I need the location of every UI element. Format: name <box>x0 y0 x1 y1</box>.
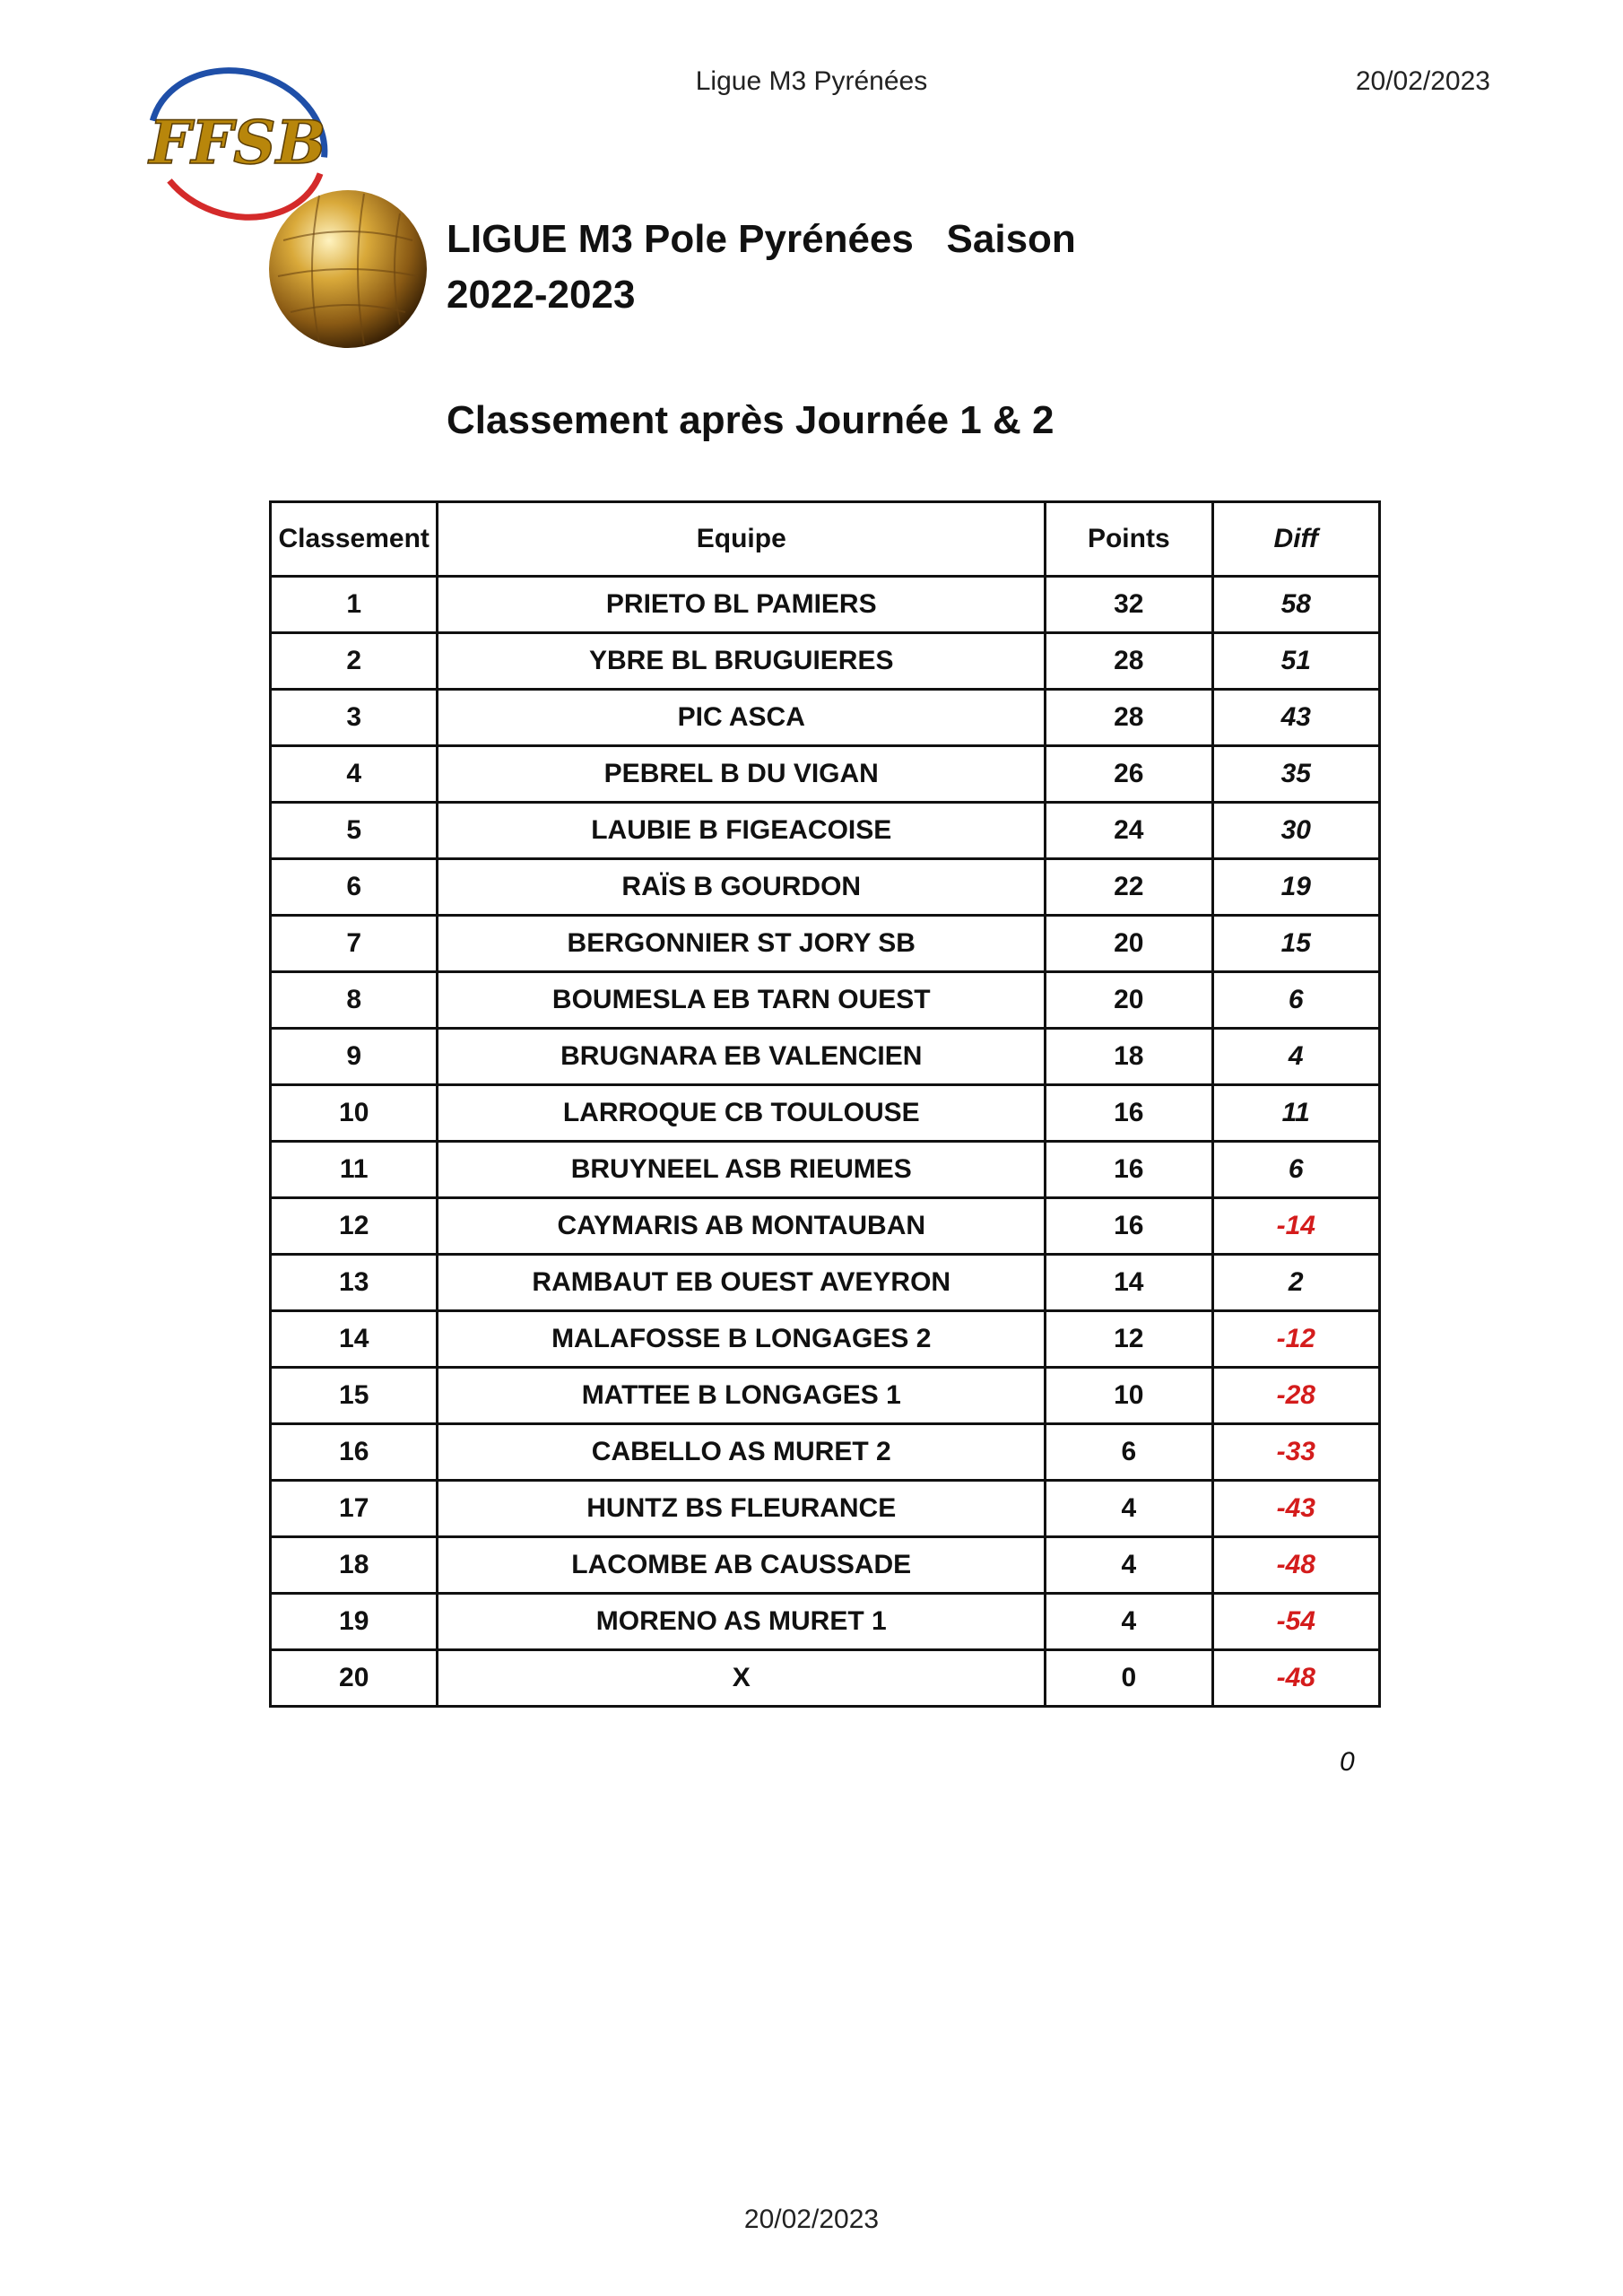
title-line-1: LIGUE M3 Pole Pyrénées Saison <box>447 217 1076 261</box>
cell-rank: 10 <box>271 1085 438 1142</box>
cell-team: MORENO AS MURET 1 <box>438 1594 1046 1650</box>
cell-team: PEBREL B DU VIGAN <box>438 746 1046 803</box>
cell-diff: -33 <box>1212 1424 1379 1481</box>
cell-team: LAUBIE B FIGEACOISE <box>438 803 1046 859</box>
cell-rank: 14 <box>271 1311 438 1368</box>
cell-points: 24 <box>1046 803 1212 859</box>
table-row <box>271 633 1380 690</box>
cell-diff: 19 <box>1212 859 1379 916</box>
cell-rank: 11 <box>271 1142 438 1198</box>
cell-points: 20 <box>1046 916 1212 972</box>
cell-diff: 30 <box>1212 803 1379 859</box>
cell-team: RAÏS B GOURDON <box>438 859 1046 916</box>
header-points: Points <box>1046 502 1212 577</box>
cell-team: BRUGNARA EB VALENCIEN <box>438 1029 1046 1085</box>
cell-points: 4 <box>1046 1481 1212 1537</box>
header-diff: Diff <box>1212 502 1379 577</box>
cell-rank: 17 <box>271 1481 438 1537</box>
table-row <box>271 577 1380 633</box>
cell-team: MATTEE B LONGAGES 1 <box>438 1368 1046 1424</box>
table-row <box>271 1311 1380 1368</box>
cell-team: BERGONNIER ST JORY SB <box>438 916 1046 972</box>
petanque-ball-icon <box>265 187 430 352</box>
cell-diff: 2 <box>1212 1255 1379 1311</box>
cell-team: CABELLO AS MURET 2 <box>438 1424 1046 1481</box>
cell-rank: 2 <box>271 633 438 690</box>
page-subtitle: Classement après Journée 1 & 2 <box>447 398 1055 442</box>
cell-team: CAYMARIS AB MONTAUBAN <box>438 1198 1046 1255</box>
cell-points: 4 <box>1046 1537 1212 1594</box>
cell-diff: 43 <box>1212 690 1379 746</box>
cell-rank: 5 <box>271 803 438 859</box>
cell-diff: -48 <box>1212 1650 1379 1707</box>
cell-points: 22 <box>1046 859 1212 916</box>
cell-rank: 4 <box>271 746 438 803</box>
table-row <box>271 1481 1380 1537</box>
cell-points: 10 <box>1046 1368 1212 1424</box>
cell-diff: -43 <box>1212 1481 1379 1537</box>
table-row <box>271 803 1380 859</box>
cell-team: MALAFOSSE B LONGAGES 2 <box>438 1311 1046 1368</box>
cell-points: 28 <box>1046 690 1212 746</box>
table-row <box>271 1537 1380 1594</box>
table-row <box>271 972 1380 1029</box>
cell-team: X <box>438 1650 1046 1707</box>
header-rank: Classement <box>271 502 438 577</box>
table-row <box>271 1424 1380 1481</box>
cell-rank: 1 <box>271 577 438 633</box>
cell-team: HUNTZ BS FLEURANCE <box>438 1481 1046 1537</box>
cell-rank: 9 <box>271 1029 438 1085</box>
cell-points: 32 <box>1046 577 1212 633</box>
cell-diff: -28 <box>1212 1368 1379 1424</box>
cell-rank: 18 <box>271 1537 438 1594</box>
cell-team: YBRE BL BRUGUIERES <box>438 633 1046 690</box>
logo-lettering: FFSB <box>149 108 326 178</box>
header-date: 20/02/2023 <box>1355 66 1490 96</box>
header-team: Equipe <box>438 502 1046 577</box>
cell-team: LARROQUE CB TOULOUSE <box>438 1085 1046 1142</box>
cell-points: 16 <box>1046 1198 1212 1255</box>
table-header-row <box>271 502 1380 577</box>
cell-team: PIC ASCA <box>438 690 1046 746</box>
cell-points: 16 <box>1046 1085 1212 1142</box>
cell-rank: 12 <box>271 1198 438 1255</box>
cell-rank: 13 <box>271 1255 438 1311</box>
table-row <box>271 916 1380 972</box>
cell-team: PRIETO BL PAMIERS <box>438 577 1046 633</box>
cell-rank: 20 <box>271 1650 438 1707</box>
cell-diff: 4 <box>1212 1029 1379 1085</box>
cell-rank: 16 <box>271 1424 438 1481</box>
table-row <box>271 1142 1380 1198</box>
cell-diff: -54 <box>1212 1594 1379 1650</box>
cell-rank: 19 <box>271 1594 438 1650</box>
table-row <box>271 1650 1380 1707</box>
header-title: Ligue M3 Pyrénées <box>695 66 928 96</box>
cell-team: LACOMBE AB CAUSSADE <box>438 1537 1046 1594</box>
table-row <box>271 1594 1380 1650</box>
cell-team: BOUMESLA EB TARN OUEST <box>438 972 1046 1029</box>
table-row <box>271 1085 1380 1142</box>
cell-points: 0 <box>1046 1650 1212 1707</box>
cell-rank: 7 <box>271 916 438 972</box>
trailing-value: 0 <box>1340 1747 1355 1777</box>
cell-points: 12 <box>1046 1311 1212 1368</box>
cell-team: RAMBAUT EB OUEST AVEYRON <box>438 1255 1046 1311</box>
footer-date: 20/02/2023 <box>743 2205 880 2234</box>
cell-diff: 51 <box>1212 633 1379 690</box>
title-line-2: 2022-2023 <box>447 273 636 317</box>
cell-points: 26 <box>1046 746 1212 803</box>
cell-points: 4 <box>1046 1594 1212 1650</box>
cell-diff: 6 <box>1212 972 1379 1029</box>
cell-rank: 8 <box>271 972 438 1029</box>
cell-diff: -12 <box>1212 1311 1379 1368</box>
cell-diff: 11 <box>1212 1085 1379 1142</box>
cell-diff: 6 <box>1212 1142 1379 1198</box>
table-row <box>271 690 1380 746</box>
cell-rank: 15 <box>271 1368 438 1424</box>
table-row <box>271 859 1380 916</box>
cell-points: 14 <box>1046 1255 1212 1311</box>
cell-diff: -14 <box>1212 1198 1379 1255</box>
table-row <box>271 1255 1380 1311</box>
cell-points: 28 <box>1046 633 1212 690</box>
ranking-table <box>269 500 1381 1708</box>
cell-points: 20 <box>1046 972 1212 1029</box>
cell-rank: 3 <box>271 690 438 746</box>
cell-points: 18 <box>1046 1029 1212 1085</box>
cell-diff: 15 <box>1212 916 1379 972</box>
cell-team: BRUYNEEL ASB RIEUMES <box>438 1142 1046 1198</box>
cell-points: 6 <box>1046 1424 1212 1481</box>
cell-diff: 35 <box>1212 746 1379 803</box>
page-title <box>447 212 1076 323</box>
table-row <box>271 1198 1380 1255</box>
table-row <box>271 746 1380 803</box>
cell-diff: -48 <box>1212 1537 1379 1594</box>
ranking-table-body <box>271 577 1380 1707</box>
table-row <box>271 1029 1380 1085</box>
cell-points: 16 <box>1046 1142 1212 1198</box>
cell-diff: 58 <box>1212 577 1379 633</box>
cell-rank: 6 <box>271 859 438 916</box>
table-row <box>271 1368 1380 1424</box>
